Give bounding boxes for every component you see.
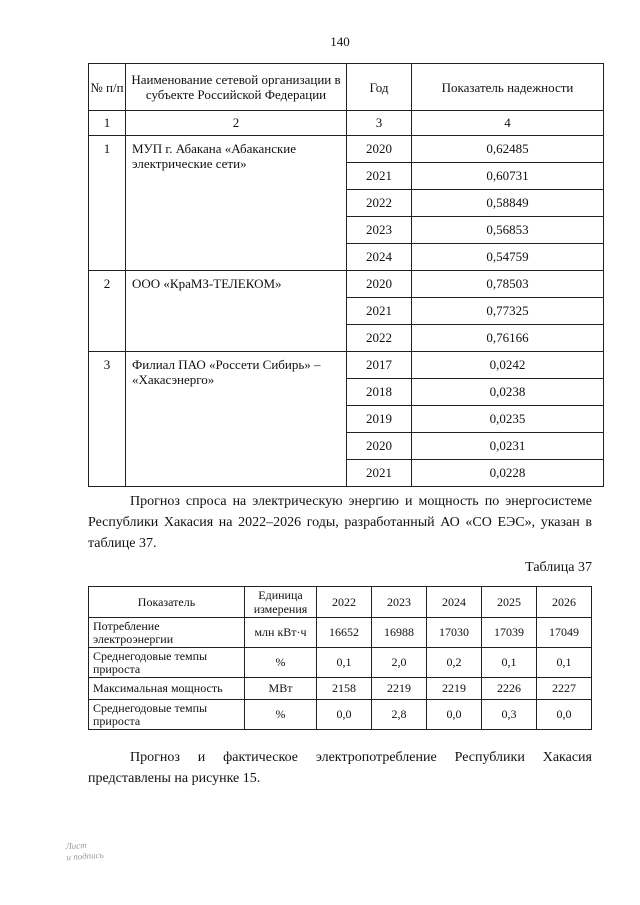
col-number: 3 — [347, 111, 412, 136]
year-cell: 2021 — [347, 163, 412, 190]
table-row — [89, 352, 604, 379]
year-cell: 2022 — [347, 190, 412, 217]
row-number: 3 — [89, 352, 126, 487]
reliability-value: 0,58849 — [412, 190, 604, 217]
organization-name: ООО «КраМЗ-ТЕЛЕКОМ» — [126, 271, 347, 352]
value-cell: 0,1 — [482, 648, 537, 678]
header-year: 2023 — [372, 587, 427, 618]
value-cell: 2227 — [537, 678, 592, 700]
reliability-value: 0,0242 — [412, 352, 604, 379]
value-cell: 2158 — [317, 678, 372, 700]
reliability-value: 0,0238 — [412, 379, 604, 406]
reliability-value: 0,60731 — [412, 163, 604, 190]
unit-cell: % — [245, 700, 317, 730]
stamp-mark: Лист и подпись — [65, 839, 104, 863]
organization-name: Филиал ПАО «Россети Сибирь» – «Хакасэнерго» — [126, 352, 347, 487]
year-cell: 2018 — [347, 379, 412, 406]
value-cell: 16988 — [372, 618, 427, 648]
value-cell: 2226 — [482, 678, 537, 700]
year-cell: 2020 — [347, 433, 412, 460]
col-number: 1 — [89, 111, 126, 136]
header-unit: Единица измерения — [245, 587, 317, 618]
header-indicator: Показатель — [89, 587, 245, 618]
value-cell: 0,0 — [427, 700, 482, 730]
value-cell: 2,0 — [372, 648, 427, 678]
year-cell: 2023 — [347, 217, 412, 244]
col-number: 4 — [412, 111, 604, 136]
year-cell: 2019 — [347, 406, 412, 433]
value-cell: 0,0 — [537, 700, 592, 730]
year-cell: 2020 — [347, 136, 412, 163]
header-year: Год — [347, 64, 412, 111]
reliability-table — [88, 63, 604, 487]
header-year: 2025 — [482, 587, 537, 618]
paragraph-forecast: Прогноз спроса на электрическую энергию и мощность по энергосистеме Республики Хакасия на 2022–2026 годы, разработанный АО «СО ЕЭС», указан в таблице 37. — [88, 494, 592, 551]
row-number: 2 — [89, 271, 126, 352]
value-cell: 0,0 — [317, 700, 372, 730]
reliability-value: 0,0235 — [412, 406, 604, 433]
table-row — [89, 271, 604, 298]
reliability-value: 0,78503 — [412, 271, 604, 298]
indicator-name: Среднегодовые темпы прироста — [89, 700, 245, 730]
paragraph-figure-ref — [88, 747, 592, 789]
value-cell: 2219 — [372, 678, 427, 700]
indicator-name: Максимальная мощность — [89, 678, 245, 700]
value-cell: 0,1 — [317, 648, 372, 678]
value-cell: 0,2 — [427, 648, 482, 678]
year-cell: 2024 — [347, 244, 412, 271]
unit-cell: МВт — [245, 678, 317, 700]
value-cell: 0,1 — [537, 648, 592, 678]
header-year: 2022 — [317, 587, 372, 618]
table-row — [89, 648, 592, 678]
table-row — [89, 618, 592, 648]
year-cell: 2021 — [347, 460, 412, 487]
paragraph-line: Прогноз и фактическое электропотребление Республики Хакасия — [130, 750, 592, 765]
reliability-value: 0,0231 — [412, 433, 604, 460]
indicator-name: Среднегодовые темпы прироста — [89, 648, 245, 678]
value-cell: 17049 — [537, 618, 592, 648]
table-row — [89, 136, 604, 163]
table-row — [89, 678, 592, 700]
page-number: 140 — [330, 34, 350, 49]
col-number: 2 — [126, 111, 347, 136]
organization-name: МУП г. Абакана «Абаканские электрические сети» — [126, 136, 347, 271]
value-cell: 17039 — [482, 618, 537, 648]
reliability-value: 0,76166 — [412, 325, 604, 352]
row-number: 1 — [89, 136, 126, 271]
reliability-value: 0,62485 — [412, 136, 604, 163]
table-caption: Таблица 37 — [525, 560, 592, 575]
unit-cell: млн кВт·ч — [245, 618, 317, 648]
year-cell: 2017 — [347, 352, 412, 379]
header-year: 2026 — [537, 587, 592, 618]
paragraph-line: представлены на рисунке 15. — [88, 771, 261, 786]
reliability-value: 0,0228 — [412, 460, 604, 487]
value-cell: 0,3 — [482, 700, 537, 730]
unit-cell: % — [245, 648, 317, 678]
reliability-value: 0,54759 — [412, 244, 604, 271]
value-cell: 2219 — [427, 678, 482, 700]
year-cell: 2022 — [347, 325, 412, 352]
header-year: 2024 — [427, 587, 482, 618]
forecast-table — [88, 586, 592, 730]
reliability-value: 0,77325 — [412, 298, 604, 325]
header-value: Показатель надежности — [412, 64, 604, 111]
value-cell: 16652 — [317, 618, 372, 648]
year-cell: 2020 — [347, 271, 412, 298]
year-cell: 2021 — [347, 298, 412, 325]
indicator-name: Потребление электроэнергии — [89, 618, 245, 648]
reliability-value: 0,56853 — [412, 217, 604, 244]
table-row — [89, 700, 592, 730]
header-num: № п/п — [89, 64, 126, 111]
value-cell: 17030 — [427, 618, 482, 648]
header-org: Наименование сетевой организации в субъекте Российской Федерации — [126, 64, 347, 111]
value-cell: 2,8 — [372, 700, 427, 730]
